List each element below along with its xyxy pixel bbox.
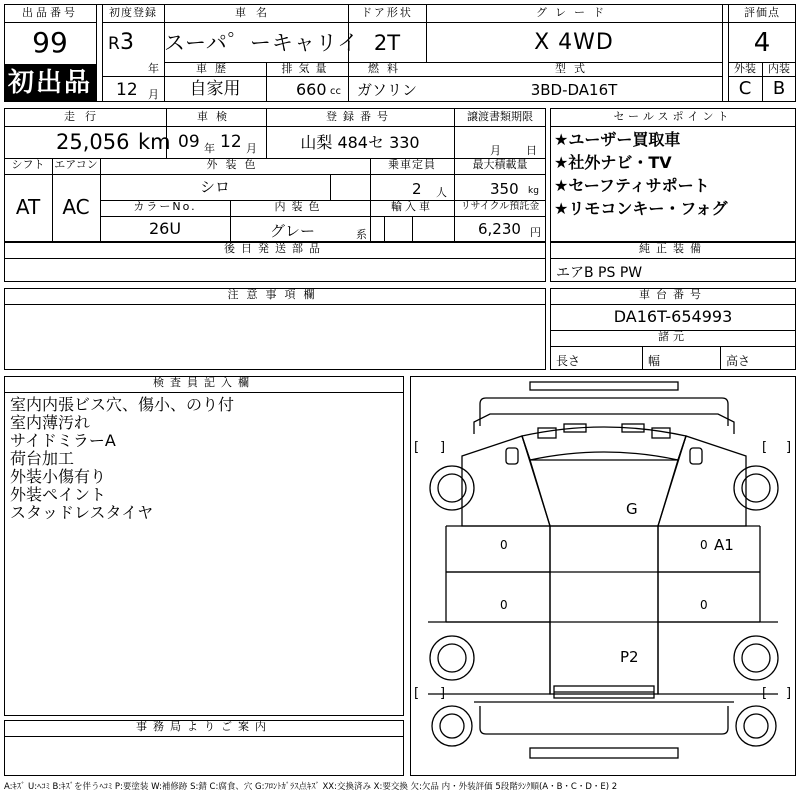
load-unit: kg (528, 186, 539, 196)
sales-point-item: ★社外ナビ・TV (554, 153, 672, 172)
inspection-month-unit: 月 (246, 142, 257, 155)
door-handle-mark: 0 (500, 538, 508, 552)
car-name: スーパ゜ーキャリイ (164, 31, 360, 55)
plate-number: 山梨 484セ 330 (300, 133, 420, 152)
bracket-right-rear-close: ] (786, 686, 792, 701)
displacement-label: 排気量 (281, 62, 333, 75)
bracket-left-rear-close: ] (440, 686, 446, 701)
capacity-unit: 人 (436, 186, 447, 199)
inspection-label: 車検 (197, 110, 235, 123)
grade-label: グレード (536, 6, 612, 19)
dimension-length-label: 長さ (556, 354, 581, 368)
bracket-left-front-close: ] (440, 440, 446, 455)
first-listing-badge: 初出品 (4, 64, 96, 102)
interior-color: グレー (270, 222, 316, 240)
inspector-note: 外装ペイント (10, 485, 107, 504)
exterior-grade: C (738, 78, 752, 99)
dimension-width-label: 幅 (648, 354, 661, 368)
dimensions-label: 諸元 (658, 330, 688, 343)
door-handle-mark: 0 (700, 538, 708, 552)
plate-label: 登録番号 (326, 110, 394, 123)
import-label: 輸入車 (391, 200, 433, 213)
side-mark: 0 (700, 598, 708, 612)
genuine-equipment: エアB PS PW (556, 265, 643, 281)
color-no-label: カラーNo. (133, 200, 197, 213)
color-label: 外装色 (206, 158, 264, 171)
damage-mark-p2: P2 (620, 648, 639, 666)
inspection-year: 09 (178, 132, 200, 152)
shift: AT (15, 195, 41, 219)
mileage: 25,056 (56, 130, 130, 154)
recycle-label: リサイクル預託金 (460, 201, 540, 212)
inspector-note: 外装小傷有り (10, 467, 107, 486)
inspector-note: 荷台加工 (10, 449, 75, 468)
caution-label: 注意事項欄 (227, 288, 323, 301)
fuel-label: 燃料 (368, 62, 406, 75)
bracket-right-rear: [ (762, 686, 768, 701)
car-name-label: 車名 (235, 6, 277, 19)
sales-point-item: ★ユーザー買取車 (554, 130, 681, 149)
dimension-height-label: 高さ (726, 354, 751, 368)
model-code: 3BD-DA16T (530, 81, 618, 99)
bracket-left-rear: [ (414, 686, 420, 701)
bracket-right-front: [ (762, 440, 768, 455)
interior-label: 内装 (768, 62, 790, 75)
load: 350 (490, 180, 519, 198)
first-reg-month: 12 (116, 80, 138, 100)
exterior-label: 外装 (734, 62, 756, 75)
mileage-unit: km (138, 130, 171, 154)
history-label: 車歴 (196, 62, 234, 75)
inspection-year-unit: 年 (204, 142, 215, 155)
displacement: 660 (296, 80, 327, 99)
transfer-label: 譲渡書類期限 (467, 110, 533, 123)
sales-point-item: ★セーフティサポート (554, 176, 710, 195)
inspector-note: 室内内張ビス穴、傷小、のり付 (10, 395, 235, 414)
transfer-month-unit: 月 (490, 144, 501, 157)
score-label: 評価点 (744, 6, 780, 19)
capacity: 2 (412, 180, 422, 198)
first-reg-label: 初度登録 (109, 6, 157, 19)
interior-color-label: 内装色 (274, 200, 326, 213)
sales-point-item: ★リモコンキー・フォグ (554, 199, 728, 218)
side-mark: 0 (500, 598, 508, 612)
interior-color-unit: 系 (356, 228, 367, 241)
inspector-note: サイドミラーA (10, 431, 116, 450)
door-label: ドア形状 (361, 6, 413, 19)
interior-grade: B (772, 78, 786, 99)
genuine-equipment-label: 純正装備 (639, 242, 707, 255)
damage-mark-g: G (626, 500, 638, 518)
vehicle-diagram (410, 376, 796, 776)
grade: X 4WD (534, 30, 614, 55)
model-label: 型式 (555, 62, 593, 75)
transfer-day-unit: 日 (526, 144, 537, 157)
lot-number-label: 出品番号 (22, 6, 78, 19)
footer-legend: A:ｷｽﾞ U:ﾍｺﾐ B:ｷｽﾞを伴うﾍｺﾐ P:要塗装 W:補修跡 S:錆 C:腐食、穴 G:ﾌﾛﾝﾄｶﾞﾗｽ点ｷｽﾞ XX:交換済み X:要交換 欠:欠品 内・外装評価 5段階ﾗﾝｸ順(A・B・C・D・E) 2 (4, 782, 618, 792)
inspection-month: 12 (220, 132, 242, 152)
ac: AC (62, 195, 90, 219)
displacement-unit: cc (330, 86, 341, 97)
sales-points-label: セールスポイント (613, 110, 733, 123)
lot-number: 99 (32, 26, 68, 59)
score: 4 (753, 28, 771, 58)
later-parts-label: 後日発送部品 (224, 242, 326, 255)
color: シロ (199, 178, 230, 196)
inspector-note: スタッドレスタイヤ (10, 503, 154, 522)
ac-label: エアコン (54, 158, 98, 171)
year-unit: 年 (148, 62, 159, 75)
bracket-left-front: [ (414, 440, 420, 455)
load-label: 最大積載量 (472, 158, 528, 171)
recycle-amount: 6,230 (478, 220, 521, 238)
office-label: 事務局よりご案内 (136, 720, 272, 733)
era-letter: R (108, 34, 120, 54)
inspector-note: 室内薄汚れ (10, 413, 91, 432)
chassis-number: DA16T-654993 (613, 307, 733, 326)
history: 自家用 (189, 79, 241, 99)
month-unit: 月 (148, 88, 159, 101)
fuel: ガソリン (356, 81, 417, 99)
recycle-unit: 円 (530, 226, 541, 239)
bracket-right-front-close: ] (786, 440, 792, 455)
era-year: 3 (120, 30, 134, 55)
shift-label: シフト (11, 158, 45, 171)
mileage-label: 走行 (64, 110, 106, 123)
damage-mark-a1: A1 (714, 536, 734, 554)
door-type: 2T (373, 31, 401, 55)
color-number: 26U (148, 219, 182, 238)
capacity-label: 乗車定員 (388, 158, 436, 171)
inspector-label: 検査員記入欄 (153, 376, 255, 389)
chassis-label: 車台番号 (639, 288, 707, 301)
